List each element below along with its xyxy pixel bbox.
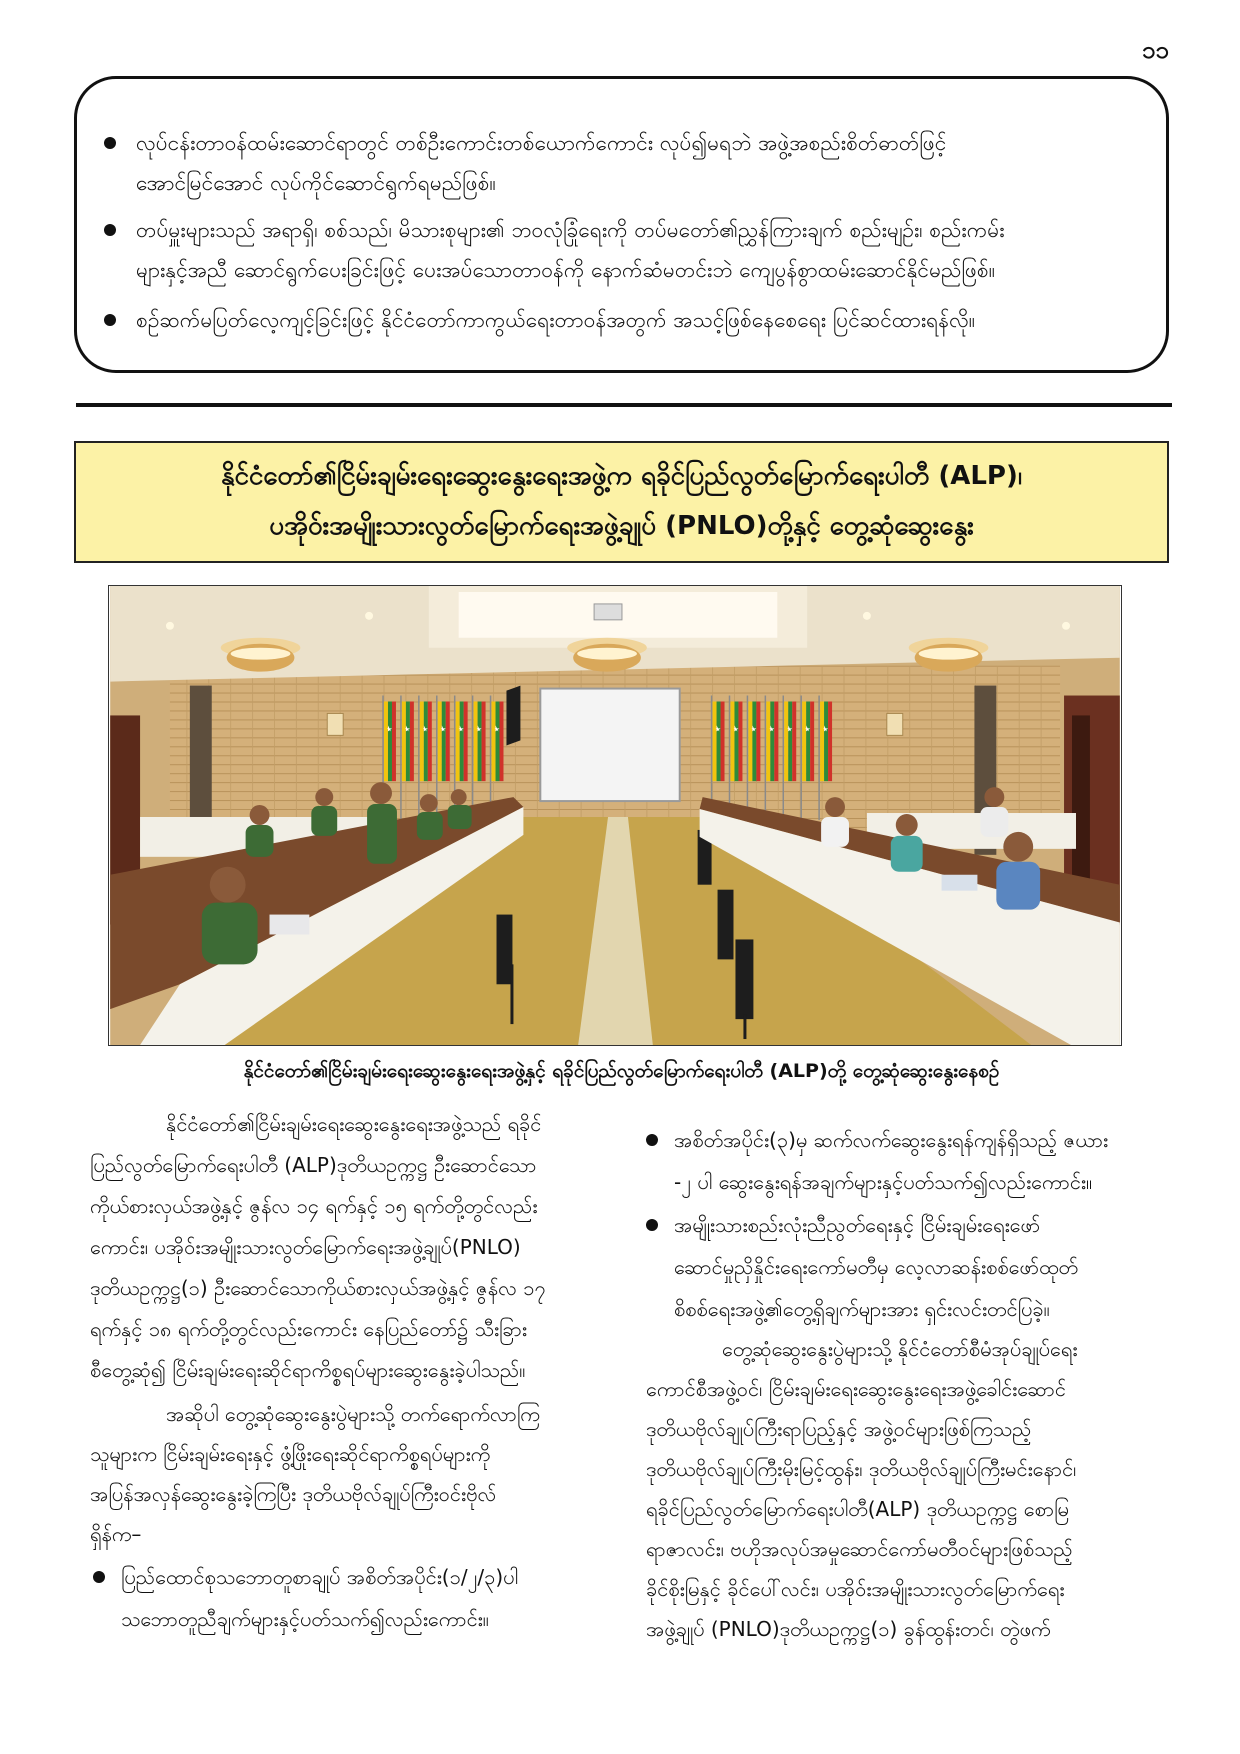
text-line: ရခိုင်ပြည်လွတ်မြောက်ရေးပါတီ(ALP) ဒုတိယဥက္ကဋ္ဌ စောမြ — [646, 1497, 1069, 1521]
text-line: သူများက ငြိမ်းချမ်းရေးနှင့် ဖွံ့ဖြိုးရေးဆိုင်ရာကိစ္စရပ်များကို — [90, 1442, 491, 1466]
headline-line: နိုင်ငံတော်၏ငြိမ်းချမ်းရေးဆွေးနွေးရေးအဖွဲ့က ရခိုင်ပြည်လွတ်မြောက်ရေးပါတီ (ALP)၊ — [221, 461, 1022, 491]
headline-line: ပအိုဝ်းအမျိုးသားလွတ်မြောက်ရေးအဖွဲ့ချုပ် (PNLO)တို့နှင့် တွေ့ဆုံဆွေးနွေး — [269, 511, 974, 541]
text-line: အဖွဲ့ချုပ် (PNLO)ဒုတိယဥက္ကဋ္ဌ(၁) ခွန်ထွန်းတင်၊ တွဲဖက် — [646, 1617, 1051, 1641]
highlight-item — [136, 123, 1146, 203]
text-line: ကောင်း၊ ပအိုဝ်းအမျိုးသားလွတ်မြောက်ရေးအဖွဲ့ချုပ်(PNLO) — [90, 1235, 521, 1259]
highlight-line: များနှင့်အညီ ဆောင်ရွက်ပေးခြင်းဖြင့် ပေးအပ်သောတာဝန်ကို နောက်ဆံမတင်းဘဲ ကျေပွန်စွာထမ်းဆောင်နိုင်မည်ဖြစ်။ — [136, 258, 996, 282]
paragraph — [90, 1104, 613, 1391]
text-line: နိုင်ငံတော်၏ငြိမ်းချမ်းရေးဆွေးနွေးရေးအဖွဲ့သည် ရခိုင် — [166, 1112, 542, 1136]
bullet-icon — [646, 1219, 658, 1231]
text-line: ဆောင်မှုညှိနှိုင်းရေးကော်မတီမှ လေ့လာဆန်းစစ်ဖော်ထုတ် — [674, 1255, 1078, 1279]
article-right-column — [646, 1119, 1169, 1719]
headline-box — [74, 441, 1169, 563]
highlights-box — [74, 76, 1169, 373]
list-item — [674, 1204, 1169, 1330]
bullet-icon — [104, 137, 116, 149]
highlight-line: အောင်မြင်အောင် လုပ်ကိုင်ဆောင်ရွက်ရမည်ဖြစ်။ — [136, 171, 496, 195]
highlight-item — [136, 210, 1146, 290]
bullet-icon — [646, 1134, 658, 1146]
photo-caption: နိုင်ငံတော်၏ငြိမ်းချမ်းရေးဆွေးနွေးရေးအဖွဲ့နှင့် ရခိုင်ပြည်လွတ်မြောက်ရေးပါတီ (ALP)တို့ တွေ့ဆုံဆွေးနွေးနေစဉ် — [243, 1060, 1000, 1082]
text-line: အပြန်အလှန်ဆွေးနွေးခဲ့ကြပြီး ဒုတိယဗိုလ်ချုပ်ကြီးဝင်းဗိုလ် — [90, 1482, 497, 1506]
paragraph — [646, 1329, 1169, 1649]
text-line: ခိုင်စိုးမြနှင့် ခိုင်ပေါ်လင်း၊ ပအိုဝ်းအမျိုးသားလွတ်မြောက်ရေး — [646, 1577, 1065, 1601]
text-line: အမျိုးသားစည်းလုံးညီညွတ်ရေးနှင့် ငြိမ်းချမ်းရေးဖော် — [674, 1213, 1041, 1237]
text-line: ဒုတိယဗိုလ်ချုပ်ကြီးမိုးမြင့်ထွန်း၊ ဒုတိယဗိုလ်ချုပ်ကြီးမင်းနောင်၊ — [646, 1457, 1077, 1481]
text-line: အစိတ်အပိုင်း(၃)မှ ဆက်လက်ဆွေးနွေးရန်ကျန်ရှိသည့် ဇယား — [674, 1128, 1109, 1152]
text-line: ရက်နှင့် ၁၈ ရက်တို့တွင်လည်းကောင်း နေပြည်တော်၌ သီးခြား — [90, 1317, 527, 1341]
page-number: ၁၁ — [1142, 36, 1169, 64]
list-item — [121, 1556, 613, 1640]
bullet-icon — [104, 224, 116, 236]
article-left-column — [90, 1104, 613, 1704]
text-line: ရှိန်က– — [90, 1522, 142, 1546]
text-line: တွေ့ဆုံဆွေးနွေးပွဲများသို့ နိုင်ငံတော်စီမံအုပ်ချုပ်ရေး — [722, 1337, 1078, 1361]
text-line: ရာဇာလင်း၊ ဗဟိုအလုပ်အမှုဆောင်ကော်မတီဝင်များဖြစ်သည့် — [646, 1537, 1073, 1561]
bullet-icon — [104, 314, 116, 326]
paragraph — [90, 1394, 613, 1554]
text-line: ပြည်လွတ်မြောက်ရေးပါတီ (ALP)ဒုတိယဥက္ကဋ္ဌ ဦးဆောင်သော — [90, 1153, 537, 1177]
meeting-photo — [108, 585, 1122, 1046]
text-line: ကောင်စီအဖွဲ့ဝင်၊ ငြိမ်းချမ်းရေးဆွေးနွေးရေးအဖွဲ့ခေါင်းဆောင် — [646, 1377, 1066, 1401]
bullet-icon — [93, 1571, 105, 1583]
highlight-line: တပ်မှူးများသည် အရာရှိ၊ စစ်သည်၊ မိသားစုများ၏ ဘဝလုံခြုံရေးကို တပ်မတော်၏ညွှန်ကြားချက် စည်းမျဉ်း၊ စည်းကမ်း — [136, 218, 1005, 242]
list-item — [674, 1119, 1169, 1203]
text-line: ပြည်ထောင်စုသဘောတူစာချုပ် အစိတ်အပိုင်း(၁/၂/၃)ပါ — [121, 1565, 519, 1589]
highlight-line: လုပ်ငန်းတာဝန်ထမ်းဆောင်ရာတွင် တစ်ဦးကောင်းတစ်ယောက်ကောင်း လုပ်၍မရဘဲ အဖွဲ့အစည်းစိတ်ဓာတ်ဖြင့် — [136, 131, 947, 155]
text-line: ဒုတိယဗိုလ်ချုပ်ကြီးရာပြည့်နှင့် အဖွဲ့ဝင်များဖြစ်ကြသည့် — [646, 1417, 1032, 1441]
section-divider — [76, 403, 1172, 407]
text-line: ဒုတိယဥက္ကဋ္ဌ(၁) ဦးဆောင်သောကိုယ်စားလှယ်အဖွဲ့နှင့် ဇွန်လ ၁၇ — [90, 1276, 546, 1300]
text-line: အဆိုပါ တွေ့ဆုံဆွေးနွေးပွဲများသို့ တက်ရောက်လာကြ — [166, 1402, 540, 1426]
highlight-item — [136, 300, 1146, 340]
highlight-line: စဉ်ဆက်မပြတ်လေ့ကျင့်ခြင်းဖြင့် နိုင်ငံတော်ကာကွယ်ရေးတာဝန်အတွက် အသင့်ဖြစ်နေစေရေး ပြင်ဆင်ထားရန်လို။ — [136, 308, 976, 332]
text-line: သဘောတူညီချက်များနှင့်ပတ်သက်၍လည်းကောင်း။ — [121, 1607, 489, 1631]
text-line: -၂ ပါ ဆွေးနွေးရန်အချက်များနှင့်ပတ်သက်၍လည်းကောင်း။ — [674, 1170, 1093, 1194]
text-line: စိစစ်ရေးအဖွဲ့၏တွေ့ရှိချက်များအား ရှင်းလင်းတင်ပြခဲ့။ — [674, 1297, 1050, 1321]
text-line: ကိုယ်စားလှယ်အဖွဲ့နှင့် ဇွန်လ ၁၄ ရက်နှင့် ၁၅ ရက်တို့တွင်လည်း — [90, 1194, 538, 1218]
text-line: စီတွေ့ဆုံ၍ ငြိမ်းချမ်းရေးဆိုင်ရာကိစ္စရပ်များဆွေးနွေးခဲ့ပါသည်။ — [90, 1358, 526, 1382]
